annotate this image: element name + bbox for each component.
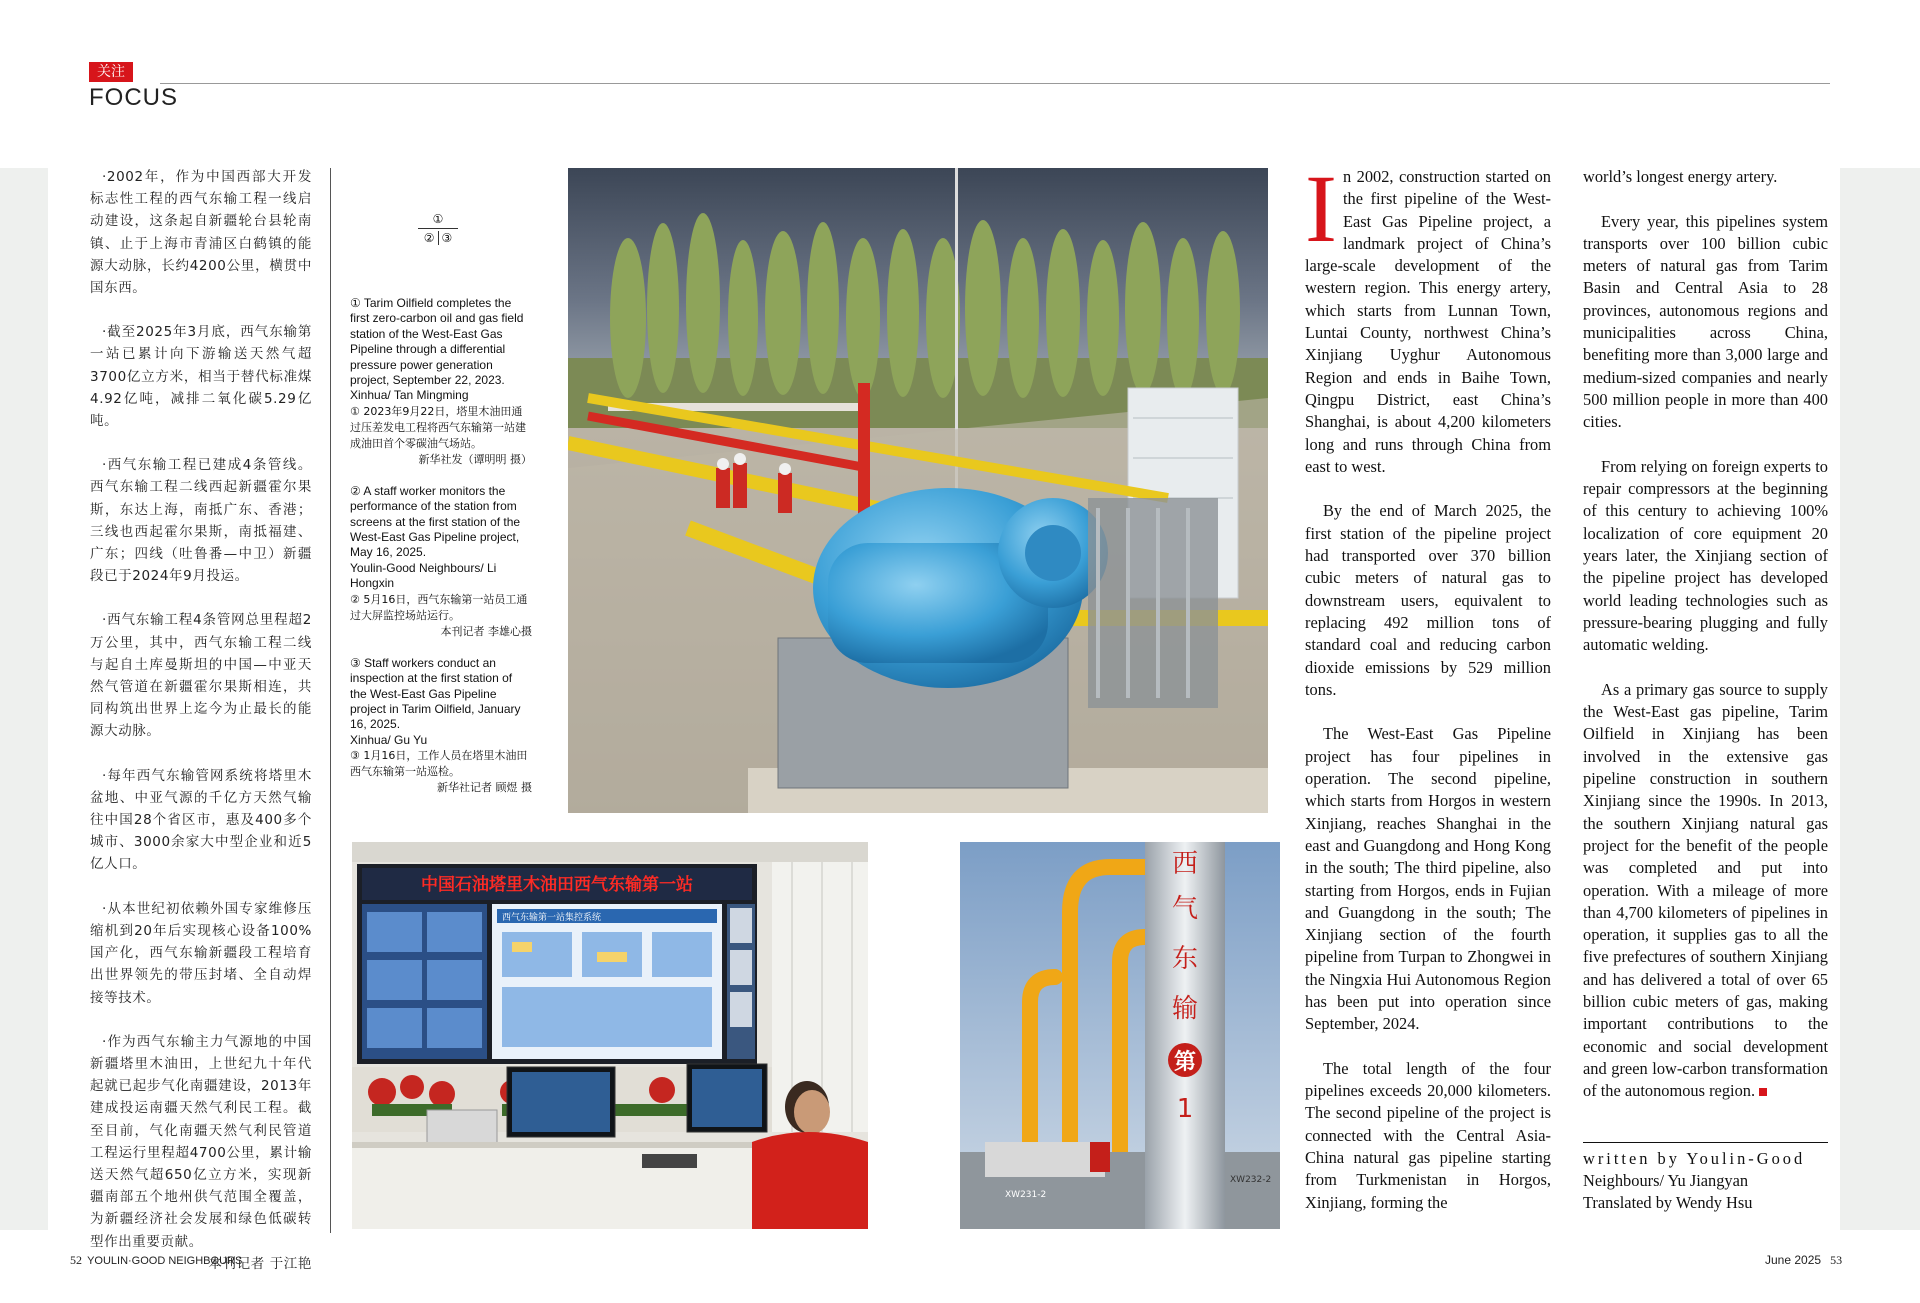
pipe-tag-1: XW231-2 [1005,1190,1047,1200]
section-title: FOCUS [89,84,178,111]
caption-2 [350,484,532,640]
screen-title: 西气东输第一站集控系统 [502,913,602,923]
caption-credit-en: Xinhua/ Tan Mingming [350,388,469,403]
tower-char: 气 [1171,894,1199,924]
photo-pipeline-tower-illustration [960,842,1280,1229]
caption-en: ③ Staff workers conduct an inspection at the first station of the West-East Gas Pipeline project in Tarim Oilfield, January 16, 2025. [350,655,521,732]
article-column-2 [1583,166,1828,1125]
page-number-right: 53 [1830,1253,1843,1267]
column-divider [330,168,331,1233]
chinese-text-column [90,166,312,1297]
caption-zh: ③ 1月16日，工作人员在塔里木油田西气东输第一站巡检。 [350,749,528,779]
photo-key-top: ① [432,212,444,226]
end-mark-icon [1759,1088,1767,1096]
zh-paragraph: ·从本世纪初依赖外国专家维修压缩机到20年后实现核心设备100%国产化，西气东输新疆段工程培育出世界领先的带压封堵、全自动焊接等技术。 [90,900,312,1006]
tower-char: 东 [1171,944,1199,974]
caption-zh: ① 2023年9月22日，塔里木油田通过压差发电工程将西气东输第一站建成油田首个零碳油气场站。 [350,404,526,450]
page-number-left: 52 [70,1253,82,1267]
zh-paragraph: ·西气东输工程4条管网总里程超2万公里，其中，西气东输工程二线与起自土库曼斯坦的中国—中亚天然气管道在新疆霍尔果斯相连，共同构筑出世界上迄今为止最长的能源大动脉。 [90,612,312,740]
photo-gas-station [568,168,1268,813]
magazine-name: YOULIN·GOOD NEIGHBOURS [87,1255,243,1267]
header-rule [160,83,1830,84]
photo-key-bottom-left: ② [421,231,439,245]
tower-char: 第 [1173,1050,1197,1075]
article-paragraph: Every year, this pipelines system transports over 100 billion cubic meters of natural gas from Tarim Basin and Central Asia to 28 provinces, autonomous regions and municipalities across China, benefiting more than 3,000 large and medium-sized companies and nearly 500 million people in more than 400 cities. [1583,211,1828,432]
zh-credit: 本刊记者 于江艳 [208,1255,312,1272]
photo-key-bottom-right: ③ [441,231,453,245]
article-paragraph: world’s longest energy artery. [1583,167,1778,186]
caption-en: ② A staff worker monitors the performance of the station from screens at the first station of the West-East Gas Pipeline project, May 16, 2025. [350,483,521,560]
photo-gas-station-illustration [568,168,1268,813]
caption-credit-zh: 新华社发（谭明明 摄） [418,452,532,466]
caption-en: ① Tarim Oilfield completes the first zero-carbon oil and gas field station of the West-East Gas Pipeline through a differential pressure power generation project, September 22, 2023. [350,296,524,388]
zh-paragraph: ·作为西气东输主力气源地的中国新疆塔里木油田，上世纪九十年代起就已起步气化南疆建设，2013年建成投运南疆天然气利民工程。截至目前，气化南疆天然气利民管道工程运行里程超4700公里，累计输送天然气超650亿立方米，实现新疆南部五个地州供气范围全覆盖，为新疆经济社会发展和绿色低碳转型作出重要贡献。 [90,1033,312,1250]
photo-pipeline-tower [960,842,1280,1229]
article-paragraph [1305,155,1551,478]
photo-control-room-illustration [352,842,868,1229]
caption-credit-zh: 本刊记者 李雄心摄 [440,624,532,638]
byline-line: Translated by Wendy Hsu [1583,1193,1753,1212]
article-lead-text: n 2002, construction started on the first pipeline of the West-East Gas Pipeline project, a landmark project of China’s large-scale development of the western region. This energy artery, which starts from Lunnan Town, Luntai County, northwest China’s Xinjiang Uyghur Autonomous Region and ends in Baihe Town, Qingpu District, east China’s Shanghai, is about 4,200 kilometers long and runs through China from east to west. [1305,167,1551,476]
zh-paragraph: ·每年西气东输管网系统将塔里木盆地、中亚气源的千亿方天然气输往中国28个省区市，惠及400多个城市、3000余家大中型企业和近5亿人口。 [90,767,312,873]
article-paragraph: The total length of the four pipelines exceeds 20,000 kilometers. The second pipeline of the project is connected with the Central Asia-China natural gas pipeline starting from Turkmenistan in Horgos, Xinjiang, forming the [1305,1058,1551,1212]
article-column-1 [1305,155,1551,1236]
byline-line: Neighbours/ Yu Jiangyan [1583,1171,1749,1190]
tower-char: 1 [1176,1094,1194,1124]
caption-3 [350,656,532,796]
section-tag: 关注 [89,62,133,82]
article-closing-text: As a primary gas source to supply the West-East gas pipeline, Tarim Oilfield in Xinjiang has been involved in the extensive gas pipeline construction in southern Xinjiang since the 1990s. In 2013, the southern Xinjiang natural gas project for the benefit of the people was completed and put into operation. With a mileage of more than 4,700 kilometers of pipelines in operation, it supplies gas to all the five prefectures of southern Xinjiang and has delivered a total of over 65 billion cubic meters of gas, making important contributions to the economic and social development and green low-carbon transformation of the autonomous region. [1583,679,1828,1101]
article-paragraph: From relying on foreign experts to repair compressors at the beginning of this century to achieving 100% localization of core equipment 20 years later, the Xinjiang section of the pipeline project has developed world leading technologies such as pressure-bearing plugging and fully automatic welding. [1583,456,1828,655]
tower-char: 西 [1171,849,1199,879]
byline-line: written by Youlin-Good [1583,1149,1806,1168]
pipe-tag-2: XW232-2 [1230,1175,1272,1185]
article-paragraph: The West-East Gas Pipeline project has four pipelines in operation. The second pipeline, which starts from Horgos in western Xinjiang, reaches Shanghai in the east and Guangdong and Hong Kong in the south; The third pipeline, also starting from Horgos, ends in Fujian and Guangdong in the south; The Xinjiang section of the fourth pipeline from Turpan to Zhongwei in the Ningxia Hui Autonomous Region has been put into operation since September, 2024. [1305,724,1551,1034]
article-paragraph [1583,679,1828,1103]
tower-char: 输 [1171,994,1199,1024]
caption-credit-zh: 新华社记者 顾煜 摄 [437,781,532,795]
caption-credit-en: Xinhua/ Gu Yu [350,732,428,747]
issue-date: June 2025 [1765,1253,1822,1267]
caption-1 [350,296,532,468]
photo-captions [350,296,532,812]
footer-right [1765,1253,1842,1268]
photo-layout-key [418,212,458,245]
caption-credit-en: Youlin-Good Neighbours/ Li Hongxin [350,560,497,591]
control-room-banner: 中国石油塔里木油田西气东输第一站 [421,875,693,895]
footer-left [70,1253,242,1268]
byline [1583,1148,1828,1214]
zh-paragraph: ·西气东输工程已建成4条管线。西气东输工程二线西起新疆霍尔果斯，东达上海，南抵广东、香港；三线也西起霍尔果斯，南抵福建、广东；四线（吐鲁番—中卫）新疆段已于2024年9月投运。 [90,457,312,585]
right-margin-band [1840,168,1920,1230]
left-margin-band [0,168,48,1230]
byline-rule [1583,1142,1828,1143]
caption-zh: ② 5月16日，西气东输第一站员工通过大屏监控场站运行。 [350,592,528,622]
zh-paragraph: ·截至2025年3月底，西气东输第一站已累计向下游输送天然气超3700亿立方米，相当于替代标准煤4.92亿吨，减排二氧化碳5.29亿吨。 [90,324,312,430]
article-paragraph: By the end of March 2025, the first station of the pipeline project had transported over 370 billion cubic meters of natural gas to downstream users, equivalent to replacing 492 million tons of standard coal and reducing carbon dioxide emissions by 529 million tons. [1305,501,1551,699]
drop-cap: I [1305,155,1337,262]
photo-control-room [352,842,868,1229]
zh-paragraph: ·2002年，作为中国西部大开发标志性工程的西气东输工程一线启动建设，这条起自新疆轮台县轮南镇、止于上海市青浦区白鹤镇的能源大动脉，长约4200公里，横贯中国东西。 [90,169,312,297]
